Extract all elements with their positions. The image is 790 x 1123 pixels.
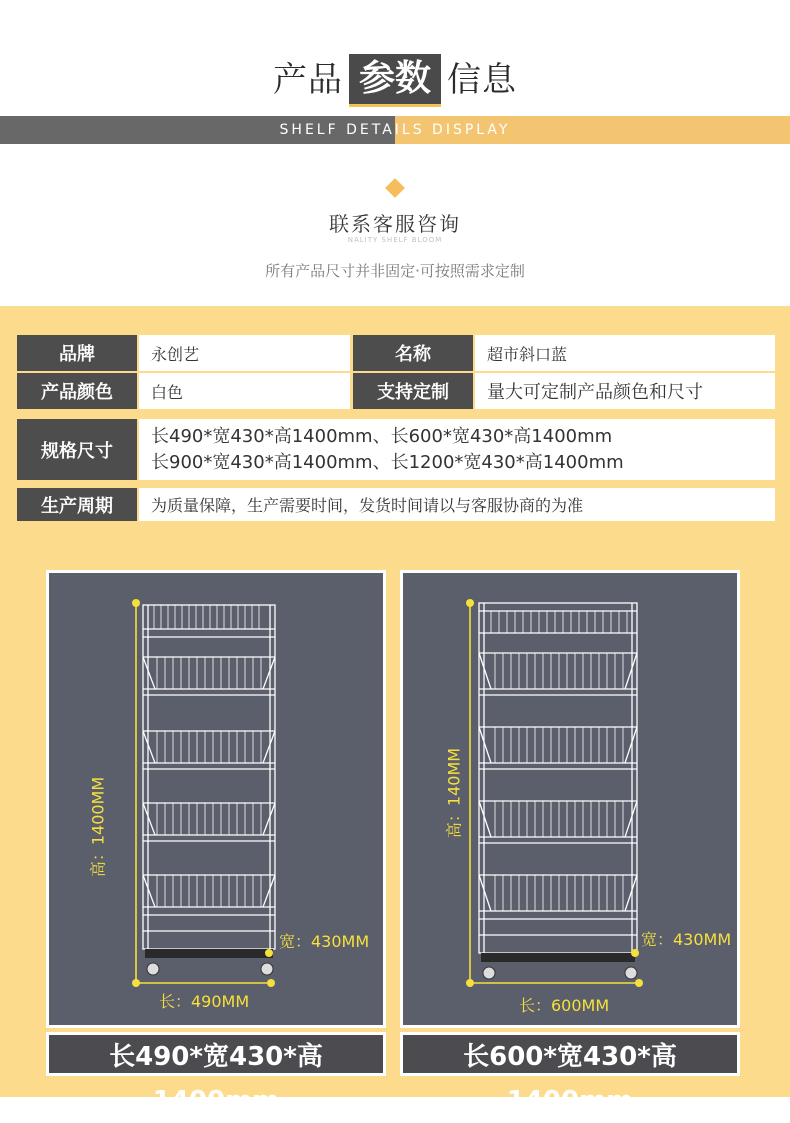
width-label-2: 宽：430MM: [641, 930, 732, 949]
color-label: 产品颜色: [17, 373, 137, 409]
length-label-2: 长：600MM: [519, 996, 610, 1015]
product-caption-1: 长490*宽430*高1400mm: [46, 1032, 386, 1076]
length-label-1: 长：490MM: [159, 992, 250, 1011]
width-label-1: 宽：430MM: [279, 932, 370, 951]
height-label-1: 高：1400MM: [88, 776, 108, 878]
contact-title: 联系客服咨询: [329, 212, 461, 236]
product-caption-2: 长600*宽430*高1400mm: [400, 1032, 740, 1076]
band-subtitle: SHELF DETAILS DISPLAY: [279, 122, 511, 138]
product-panel-2: [400, 570, 740, 1028]
title-highlight: 参数: [349, 54, 441, 107]
product-panel-1: [46, 570, 386, 1028]
name-label: 名称: [353, 335, 473, 371]
custom-notice: 所有产品尺寸并非固定·可按照需求定制: [265, 262, 525, 280]
size-label: 规格尺寸: [17, 419, 137, 480]
cycle-value: 为质量保障，生产需要时间，发货时间请以与客服协商的为准: [139, 488, 775, 521]
height-label-2: 高：140MM: [444, 747, 464, 839]
brand-value: 永创艺: [139, 335, 350, 371]
title-right: 信息: [447, 60, 517, 100]
custom-value: 量大可定制产品颜色和尺寸: [475, 373, 775, 409]
name-value: 超市斜口蓝: [475, 335, 775, 371]
color-value: 白色: [139, 373, 350, 409]
title-left: 产品: [272, 60, 343, 100]
contact-subtitle: NALITY SHELF BLOOM: [347, 236, 443, 244]
size-value: [139, 419, 775, 480]
size-line-1: 长490*宽430*高1400mm、长600*宽430*高1400mm: [151, 425, 613, 447]
brand-label: 品牌: [17, 335, 137, 371]
custom-label: 支持定制: [353, 373, 473, 409]
size-line-2: 长900*宽430*高1400mm、长1200*宽430*高1400mm: [151, 451, 624, 473]
cycle-label: 生产周期: [17, 488, 137, 521]
